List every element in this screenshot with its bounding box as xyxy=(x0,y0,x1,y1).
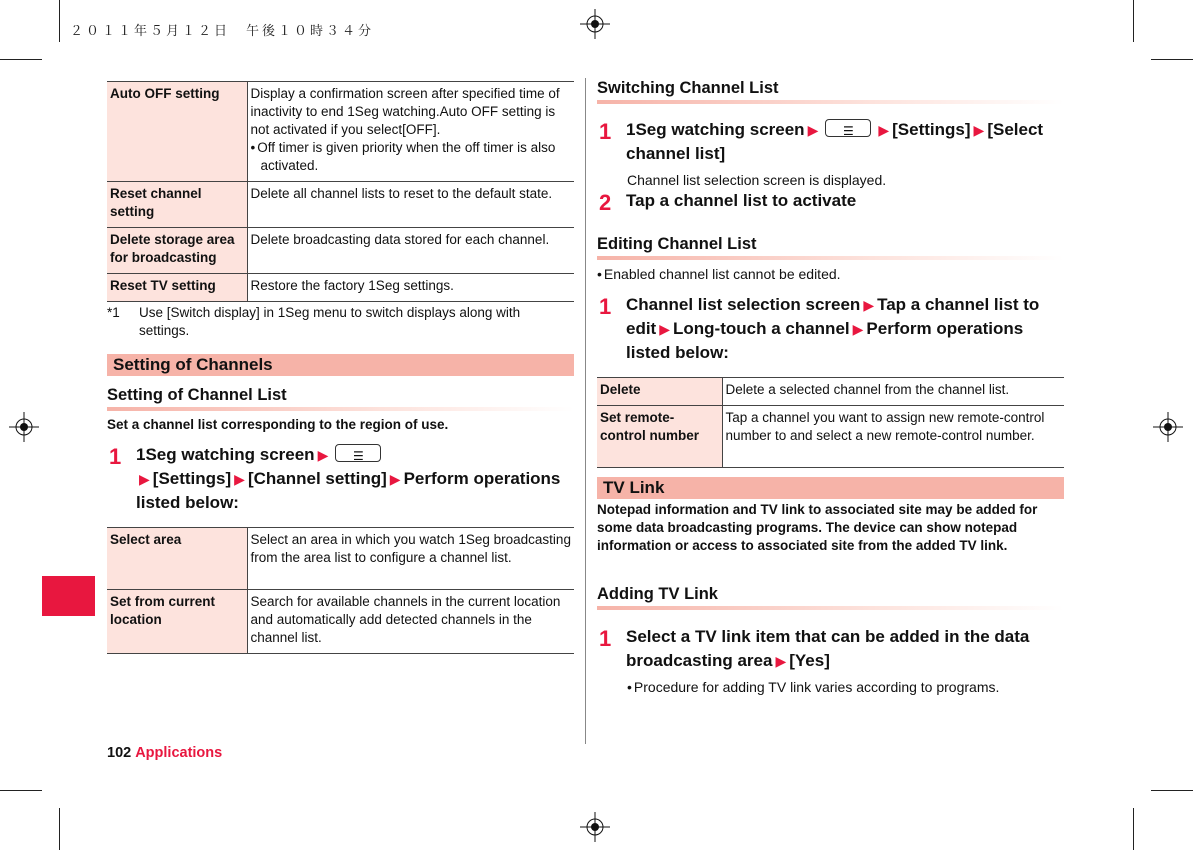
table-value: Tap a channel you want to assign new remote-control number to and select a new remote-control number. xyxy=(722,406,1064,468)
table-desc: Display a confirmation screen after specified time of inactivity to end 1Seg watching.Auto OFF setting is not activated if you select[OFF]. xyxy=(250,86,560,137)
arrow-right-icon: ▶ xyxy=(234,471,245,487)
registration-mark-icon xyxy=(580,9,610,39)
arrow-right-icon: ▶ xyxy=(973,122,985,138)
print-timestamp: ２０１１年５月１２日 午後１０時３４分 xyxy=(70,23,375,38)
table-row xyxy=(107,590,574,654)
chapter-tab xyxy=(42,576,95,616)
arrow-right-icon: ▶ xyxy=(863,297,875,313)
step-number: 1 xyxy=(599,119,612,144)
section-name: Applications xyxy=(135,745,223,761)
menu-key-icon xyxy=(335,444,381,462)
subheading-rule xyxy=(597,606,1064,610)
table-key: Reset TV setting xyxy=(107,274,247,302)
arrow-right-icon: ▶ xyxy=(389,471,401,487)
edit-options-table xyxy=(597,377,1064,468)
table-value: Search for available channels in the current location and automatically add detected channels in the channel list. xyxy=(247,590,574,654)
table-value: Restore the factory 1Seg settings. xyxy=(247,274,574,302)
footnote-mark: *1 xyxy=(107,305,120,320)
section-band: TV Link xyxy=(597,477,1064,499)
crop-mark xyxy=(1151,790,1193,791)
channel-setting-table xyxy=(107,527,574,654)
step-number: 2 xyxy=(599,190,612,215)
arrow-right-icon: ▶ xyxy=(775,653,787,669)
step-number: 1 xyxy=(599,294,612,319)
column-divider xyxy=(585,78,586,744)
crop-mark xyxy=(59,808,60,850)
arrow-right-icon: ▶ xyxy=(852,321,864,337)
table-value: Select an area in which you watch 1Seg broadcasting from the area list to configure a channel list. xyxy=(247,528,574,590)
crop-mark xyxy=(0,59,42,60)
subheading: Setting of Channel List xyxy=(107,386,287,404)
page-number: 102 xyxy=(107,745,132,761)
table-row xyxy=(597,378,1064,406)
arrow-right-icon: ▶ xyxy=(807,122,819,138)
table-value: Delete broadcasting data stored for each channel. xyxy=(247,228,574,274)
table-row xyxy=(107,274,574,302)
footnote-text: Use [Switch display] in 1Seg menu to switch displays along with settings. xyxy=(139,305,521,338)
intro-text: Notepad information and TV link to associated site may be added for some data broadcasting programs. The device can show notepad information or access to associated site from the added TV link. xyxy=(597,502,1038,553)
step-instruction: 1Seg watching screen ▶☰ ▶ [Settings] ▶ [Select channel list] xyxy=(626,118,1056,166)
table-key: Reset channel setting xyxy=(107,182,247,228)
arrow-right-icon: ▶ xyxy=(878,122,890,138)
subheading-rule xyxy=(597,256,1064,260)
step-instruction: Tap a channel list to activate xyxy=(626,191,857,210)
page-footer xyxy=(107,745,222,761)
crop-mark xyxy=(1133,0,1134,42)
step-note: Channel list selection screen is displayed. xyxy=(627,172,887,188)
table-key: Delete xyxy=(597,378,722,406)
arrow-right-icon: ▶ xyxy=(659,321,671,337)
crop-mark xyxy=(0,790,42,791)
step-number: 1 xyxy=(109,444,122,469)
crop-mark xyxy=(1151,59,1193,60)
step-instruction: 1Seg watching screen ▶☰▶ [Settings] ▶ [Channel setting] ▶ Perform operations listed below: xyxy=(136,443,566,515)
bullet-note: • Enabled channel list cannot be edited. xyxy=(597,265,841,283)
subheading-rule xyxy=(597,100,1064,104)
table-value: Delete all channel lists to reset to the default state. xyxy=(247,182,574,228)
section-band: Setting of Channels xyxy=(107,354,574,376)
step-number: 1 xyxy=(599,626,612,651)
registration-mark-icon xyxy=(580,812,610,842)
table-row xyxy=(107,82,574,182)
subheading: Switching Channel List xyxy=(597,79,779,97)
step-instruction: Channel list selection screen ▶ Tap a channel list to edit ▶ Long-touch a channel ▶ Perform operations listed below: xyxy=(626,295,1040,362)
crop-mark xyxy=(1133,808,1134,850)
intro-text: Set a channel list corresponding to the region of use. xyxy=(107,417,449,432)
table-key: Delete storage area for broadcasting xyxy=(107,228,247,274)
table-row xyxy=(597,406,1064,468)
table-key: Set from current location xyxy=(107,590,247,654)
table-key: Auto OFF setting xyxy=(107,82,247,182)
arrow-right-icon: ▶ xyxy=(317,447,329,463)
subheading: Adding TV Link xyxy=(597,585,718,603)
crop-mark xyxy=(59,0,60,42)
subheading-rule xyxy=(107,407,574,411)
settings-table xyxy=(107,81,574,302)
registration-mark-icon xyxy=(9,412,39,442)
arrow-right-icon: ▶ xyxy=(139,471,150,487)
table-value xyxy=(247,82,574,182)
step-instruction: Select a TV link item that can be added in the data broadcasting area ▶ [Yes] xyxy=(626,627,1030,670)
table-row xyxy=(107,182,574,228)
table-key: Select area xyxy=(107,528,247,590)
subheading: Editing Channel List xyxy=(597,235,757,253)
table-row xyxy=(107,228,574,274)
menu-key-icon xyxy=(825,119,871,137)
table-row xyxy=(107,528,574,590)
table-value: Delete a selected channel from the channel list. xyxy=(722,378,1064,406)
table-key: Set remote-control number xyxy=(597,406,722,468)
table-bullet: • Off timer is given priority when the off timer is also activated. xyxy=(251,139,572,175)
bullet-note: • Procedure for adding TV link varies according to programs. xyxy=(627,678,999,696)
registration-mark-icon xyxy=(1153,412,1183,442)
